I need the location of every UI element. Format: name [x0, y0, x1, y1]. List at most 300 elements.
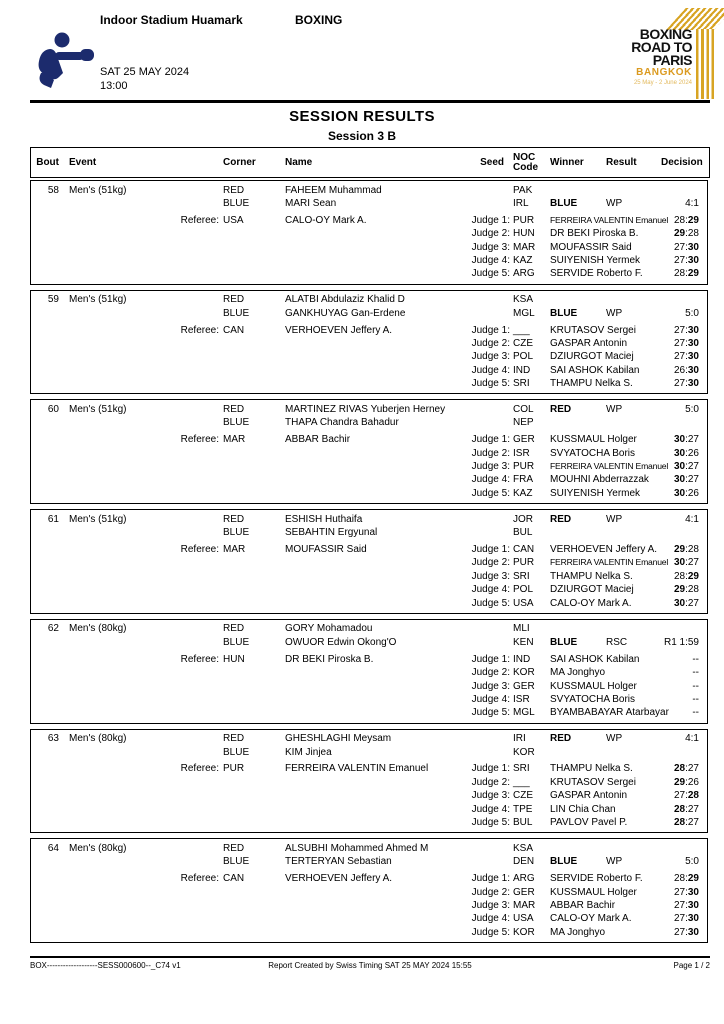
blue-athlete-name: GANKHUYAG Gan-Erdene [285, 307, 406, 319]
judge-score-part: 27 [673, 790, 686, 802]
logo-line2: ROAD TO [631, 39, 692, 55]
referee-label: Referee: [180, 324, 219, 336]
judge-score [661, 872, 707, 885]
referee-name: MOUFASSIR Said [285, 543, 367, 555]
event-label: Men's (51kg) [69, 294, 127, 306]
judge-score-part: 27 [673, 926, 686, 938]
judge-label: Judge 2: [471, 667, 510, 679]
red-corner-label: RED [223, 184, 245, 196]
judge-score [661, 789, 707, 802]
judge-score-part: 28 [673, 763, 686, 775]
judge-name: LIN Chia Chan [550, 803, 616, 815]
red-corner-label: RED [223, 294, 245, 306]
bout-box [30, 290, 708, 395]
official-row [31, 706, 707, 719]
winner-value: BLUE [550, 197, 578, 209]
judge-label: Judge 4: [471, 584, 510, 596]
decision-value: 4:1 [685, 513, 699, 525]
judge-score-part: : [685, 241, 688, 253]
col-decision: Decision [661, 157, 703, 168]
blue-corner-row [31, 855, 707, 868]
footer-rule [30, 956, 710, 958]
official-row [31, 583, 707, 596]
judge-score-part: 26 [687, 447, 699, 459]
blue-corner-row [31, 307, 707, 320]
official-row [31, 886, 707, 899]
official-row [31, 556, 707, 569]
judge-score-part: 30 [687, 324, 699, 336]
blue-athlete-noc: KOR [513, 746, 535, 758]
official-row [31, 680, 707, 693]
red-athlete-noc: COL [513, 403, 534, 415]
judge-score-part: 30 [687, 913, 699, 925]
judge-score [661, 227, 707, 240]
judge-score [661, 597, 707, 610]
judge-noc: POL [513, 584, 534, 596]
blue-corner-label: BLUE [223, 197, 250, 209]
judge-score-part: : [685, 447, 688, 459]
bout-number: 60 [47, 403, 59, 415]
official-row [31, 653, 707, 666]
judge-score [661, 583, 707, 596]
judge-score [661, 926, 707, 939]
judge-name: THAMPU Nelka S. [550, 570, 633, 582]
footer-page-number: Page 1 / 2 [673, 961, 710, 970]
red-corner-row [31, 184, 707, 197]
judge-noc: SRI [513, 378, 530, 390]
event-label: Men's (51kg) [69, 403, 127, 415]
referee-name: FERREIRA VALENTIN Emanuel [285, 763, 429, 775]
blue-athlete-name: MARI Sean [285, 197, 337, 209]
referee-name: DR BEKI Piroska B. [285, 653, 374, 665]
blue-athlete-name: THAPA Chandra Bahadur [285, 417, 399, 429]
judge-noc: ARG [513, 873, 535, 885]
judge-score [661, 570, 707, 583]
official-row [31, 460, 707, 473]
judge-label: Judge 2: [471, 447, 510, 459]
judge-noc: ___ [513, 776, 530, 788]
decision-value: R1 1:59 [663, 636, 699, 648]
judge-score-part: 27 [687, 461, 699, 473]
official-row [31, 324, 707, 337]
winner-value: RED [550, 403, 572, 415]
judge-noc: ISR [513, 447, 530, 459]
red-athlete-name: ALSUBHI Mohammed Ahmed M [285, 842, 429, 854]
bout-box [30, 180, 708, 285]
judge-label: Judge 2: [471, 228, 510, 240]
judge-score-part: 30 [687, 926, 699, 938]
judge-name: THAMPU Nelka S. [550, 763, 633, 775]
referee-label: Referee: [180, 653, 219, 665]
judge-score [661, 460, 707, 473]
judge-score-part: 30 [673, 461, 686, 473]
official-row [31, 254, 707, 267]
judge-score-part: 29 [687, 570, 699, 582]
judge-label: Judge 3: [471, 570, 510, 582]
judge-noc: SRI [513, 763, 530, 775]
judge-score-part: 28 [673, 268, 686, 280]
judge-label: Judge 4: [471, 693, 510, 705]
col-result: Result [606, 157, 637, 168]
judge-score [661, 487, 707, 500]
col-event: Event [69, 157, 97, 168]
referee-noc: USA [223, 214, 244, 226]
col-bout: Bout [36, 157, 59, 168]
official-row [31, 899, 707, 912]
judge-noc: KOR [513, 926, 535, 938]
event-label: Men's (80kg) [69, 623, 127, 635]
judge-noc: MAR [513, 899, 536, 911]
judge-score [661, 214, 707, 227]
officials-rows [31, 433, 707, 500]
decision-value: 4:1 [685, 733, 699, 745]
judge-score-part: 30 [687, 378, 699, 390]
judge-score [661, 447, 707, 460]
judge-score-part: : [685, 364, 688, 376]
decision-value: 4:1 [685, 197, 699, 209]
blue-corner-label: BLUE [223, 307, 250, 319]
judge-name: ABBAR Bachir [550, 899, 616, 911]
red-corner-row [31, 842, 707, 855]
blue-athlete-noc: KEN [513, 636, 534, 648]
red-corner-row [31, 732, 707, 745]
judge-noc: CZE [513, 790, 533, 802]
judge-noc: KAZ [513, 487, 533, 499]
judge-label: Judge 4: [471, 254, 510, 266]
judge-score [661, 337, 707, 350]
judge-noc: GER [513, 886, 535, 898]
judge-name: BYAMBABAYAR Atarbayar [550, 707, 669, 719]
judge-name: THAMPU Nelka S. [550, 378, 633, 390]
official-row [31, 776, 707, 789]
judge-score-part: 27 [687, 474, 699, 486]
boxing-pictogram-icon [28, 30, 98, 95]
col-noc-code: NOC Code [513, 151, 538, 173]
judge-score [661, 324, 707, 337]
judge-score [661, 267, 707, 280]
judge-score-part: : [685, 776, 688, 788]
judge-score-part: : [685, 557, 688, 569]
blue-corner-label: BLUE [223, 527, 250, 539]
judge-noc: ___ [513, 324, 530, 336]
bout-number: 64 [47, 842, 59, 854]
red-corner-row [31, 622, 707, 635]
judge-score [661, 816, 707, 829]
official-row [31, 762, 707, 775]
header-rule [30, 100, 710, 103]
judge-label: Judge 4: [471, 364, 510, 376]
judge-name: SAI ASHOK Kabilan [550, 364, 640, 376]
judge-score-part: 27 [687, 803, 699, 815]
judge-noc: PUR [513, 461, 535, 473]
judge-score-part: : [685, 926, 688, 938]
judge-name: CALO-OY Mark A. [550, 913, 632, 925]
bout-number: 63 [47, 733, 59, 745]
sport-title: BOXING [295, 13, 343, 27]
judge-label: Judge 2: [471, 557, 510, 569]
decision-value: 5:0 [685, 307, 699, 319]
judge-score-part: 28 [687, 790, 699, 802]
bout-box [30, 399, 708, 504]
judge-name: KUSSMAUL Holger [550, 680, 637, 692]
judge-score [661, 377, 707, 390]
official-row [31, 473, 707, 486]
judge-score-part: 27 [673, 886, 686, 898]
official-row [31, 241, 707, 254]
red-athlete-name: MARTINEZ RIVAS Yuberjen Herney [285, 403, 446, 415]
blue-corner-row [31, 416, 707, 429]
judge-score-part: 30 [687, 337, 699, 349]
judge-name: SERVIDE Roberto F. [550, 873, 643, 885]
judge-score-part: 30 [673, 434, 686, 446]
officials-rows [31, 872, 707, 939]
judge-noc: TPE [513, 803, 533, 815]
judge-name: SERVIDE Roberto F. [550, 268, 643, 280]
official-row [31, 693, 707, 706]
judge-noc: IND [513, 653, 531, 665]
judge-score-part: 27 [673, 899, 686, 911]
official-row [31, 214, 707, 227]
logo-vertical-stripes [696, 29, 714, 99]
session-date: SAT 25 MAY 2024 [100, 66, 190, 78]
judge-name: KUSSMAUL Holger [550, 434, 637, 446]
judge-score-part: 27 [673, 254, 686, 266]
judge-label: Judge 1: [471, 434, 510, 446]
red-corner-label: RED [223, 513, 245, 525]
official-row [31, 803, 707, 816]
page-title: SESSION RESULTS [289, 108, 435, 125]
judge-name: SUIYENISH Yermek [550, 254, 641, 266]
judge-score-part: 30 [673, 557, 686, 569]
judge-noc: SRI [513, 570, 530, 582]
event-label: Men's (51kg) [69, 513, 127, 525]
table-header-row [30, 147, 710, 178]
judge-score-part: 27 [673, 241, 686, 253]
judge-name: DZIURGOT Maciej [550, 351, 634, 363]
referee-noc: MAR [223, 543, 246, 555]
judge-label: Judge 1: [471, 543, 510, 555]
judge-noc: CAN [513, 543, 535, 555]
judge-score-part: 28 [673, 817, 686, 829]
judge-score-part: 27 [687, 557, 699, 569]
judge-name: SVYATOCHA Boris [550, 693, 636, 705]
official-row [31, 816, 707, 829]
winner-value: RED [550, 513, 572, 525]
judge-noc: BUL [513, 817, 533, 829]
winner-value: BLUE [550, 636, 578, 648]
judge-score-part: 30 [673, 487, 686, 499]
judge-noc: USA [513, 597, 534, 609]
result-value: WP [606, 856, 623, 868]
judge-name: DZIURGOT Maciej [550, 584, 634, 596]
judge-score-part: 30 [673, 474, 686, 486]
red-athlete-noc: KSA [513, 294, 534, 306]
blue-corner-label: BLUE [223, 856, 250, 868]
judge-score-part: : [685, 268, 688, 280]
judge-label: Judge 3: [471, 461, 510, 473]
judge-score-part: : [685, 214, 688, 226]
result-value: WP [606, 403, 623, 415]
footer-created-by: Report Created by Swiss Timing SAT 25 MAY 2024 15:55 [268, 961, 472, 970]
judge-noc: GER [513, 680, 535, 692]
judge-name: VERHOEVEN Jeffery A. [550, 543, 658, 555]
referee-label: Referee: [180, 434, 219, 446]
col-name: Name [285, 157, 313, 168]
session-subtitle: Session 3 B [327, 129, 397, 143]
bout-number: 58 [47, 184, 59, 196]
judge-score-part: 27 [687, 434, 699, 446]
referee-noc: MAR [223, 434, 246, 446]
judge-noc: POL [513, 351, 534, 363]
referee-label: Referee: [180, 214, 219, 226]
official-row [31, 337, 707, 350]
result-value: WP [606, 513, 623, 525]
decision-value: 5:0 [685, 856, 699, 868]
judge-score-part: : [685, 474, 688, 486]
judge-score [661, 556, 707, 569]
judge-name: FERREIRA VALENTIN Emanuel [550, 214, 669, 225]
judge-name: MOUHNI Abderrazzak [550, 474, 649, 486]
judge-score-part: 30 [673, 447, 686, 459]
judge-noc: ARG [513, 268, 535, 280]
red-athlete-noc: KSA [513, 842, 534, 854]
judge-score-part: 30 [687, 364, 699, 376]
judge-score-part: : [685, 913, 688, 925]
judge-score [661, 899, 707, 912]
judge-score-part: 28 [673, 214, 686, 226]
blue-athlete-name: SEBAHTIN Ergyunal [285, 527, 378, 539]
judge-noc: HUN [513, 228, 535, 240]
red-corner-label: RED [223, 623, 245, 635]
col-corner: Corner [223, 157, 256, 168]
referee-noc: CAN [223, 873, 245, 885]
judge-score [661, 543, 707, 556]
judge-noc: GER [513, 434, 535, 446]
judge-label: Judge 5: [471, 487, 510, 499]
blue-corner-row [31, 526, 707, 539]
judge-score-part: : [685, 873, 688, 885]
bouts-list [30, 180, 708, 948]
judge-noc: PUR [513, 557, 535, 569]
judge-score-part: 27 [673, 337, 686, 349]
officials-rows [31, 324, 707, 391]
official-row [31, 926, 707, 939]
judge-label: Judge 3: [471, 790, 510, 802]
judge-label: Judge 4: [471, 803, 510, 815]
judge-score-part: : [685, 803, 688, 815]
judge-score-part: 30 [673, 597, 686, 609]
official-row [31, 872, 707, 885]
judge-score-part: 28 [687, 228, 699, 240]
judge-score-part: 30 [687, 241, 699, 253]
blue-athlete-noc: NEP [513, 417, 534, 429]
judge-noc: KOR [513, 667, 535, 679]
judge-name: CALO-OY Mark A. [550, 597, 632, 609]
judge-score-part: 28 [673, 803, 686, 815]
judge-score-part: 27 [687, 763, 699, 775]
judge-name: MOUFASSIR Said [550, 241, 632, 253]
referee-noc: CAN [223, 324, 245, 336]
judge-label: Judge 3: [471, 899, 510, 911]
official-row [31, 364, 707, 377]
logo-dates: 25 May - 2 June 2024 [633, 80, 692, 86]
judge-label: Judge 1: [471, 324, 510, 336]
judge-score-part: 30 [687, 886, 699, 898]
judge-name: GASPAR Antonin [550, 337, 628, 349]
judge-name: KUSSMAUL Holger [550, 886, 637, 898]
blue-corner-row [31, 746, 707, 759]
judge-noc: MAR [513, 241, 536, 253]
judge-label: Judge 5: [471, 268, 510, 280]
judge-name: DR BEKI Piroska B. [550, 228, 639, 240]
judge-noc: FRA [513, 474, 533, 486]
judge-score: -- [692, 707, 699, 719]
judge-score [661, 254, 707, 267]
judge-label: Judge 3: [471, 351, 510, 363]
judge-score-part: : [685, 434, 688, 446]
judge-score [661, 803, 707, 816]
referee-name: VERHOEVEN Jeffery A. [285, 873, 393, 885]
col-seed: Seed [480, 157, 504, 168]
judge-score-part: 29 [673, 584, 686, 596]
judge-score-part: : [685, 570, 688, 582]
red-corner-row [31, 513, 707, 526]
judge-score-part: : [685, 378, 688, 390]
judge-score-part: : [685, 763, 688, 775]
result-value: WP [606, 307, 623, 319]
judge-score-part: : [685, 351, 688, 363]
judge-noc: ISR [513, 693, 530, 705]
bout-box [30, 509, 708, 614]
judge-score [661, 912, 707, 925]
red-corner-label: RED [223, 403, 245, 415]
referee-name: VERHOEVEN Jeffery A. [285, 324, 393, 336]
judge-score-part: 28 [687, 584, 699, 596]
officials-rows [31, 653, 707, 720]
red-corner-label: RED [223, 733, 245, 745]
judge-score-part: 29 [673, 543, 686, 555]
blue-athlete-noc: IRL [513, 197, 529, 209]
judge-score: -- [692, 653, 699, 665]
blue-corner-label: BLUE [223, 746, 250, 758]
judge-score-part: 30 [687, 254, 699, 266]
judge-score-part: : [685, 324, 688, 336]
judge-label: Judge 3: [471, 241, 510, 253]
winner-value: RED [550, 733, 572, 745]
judge-label: Judge 4: [471, 474, 510, 486]
event-label: Men's (51kg) [69, 184, 127, 196]
judge-name: KRUTASOV Sergei [550, 324, 636, 336]
judge-score: -- [692, 667, 699, 679]
judge-label: Judge 5: [471, 378, 510, 390]
judge-label: Judge 5: [471, 597, 510, 609]
official-row [31, 433, 707, 446]
judge-name: SAI ASHOK Kabilan [550, 653, 640, 665]
judge-name: GASPAR Antonin [550, 790, 628, 802]
officials-rows [31, 543, 707, 610]
referee-name: CALO-OY Mark A. [285, 214, 367, 226]
blue-corner-row [31, 197, 707, 210]
judge-noc: USA [513, 913, 534, 925]
judge-noc: MGL [513, 707, 535, 719]
judge-label: Judge 4: [471, 913, 510, 925]
judge-score-part: 28 [673, 570, 686, 582]
judge-score-part: : [685, 487, 688, 499]
judge-score-part: : [685, 228, 688, 240]
bout-number: 61 [47, 513, 59, 525]
judge-label: Judge 3: [471, 680, 510, 692]
judge-score-part: : [685, 817, 688, 829]
